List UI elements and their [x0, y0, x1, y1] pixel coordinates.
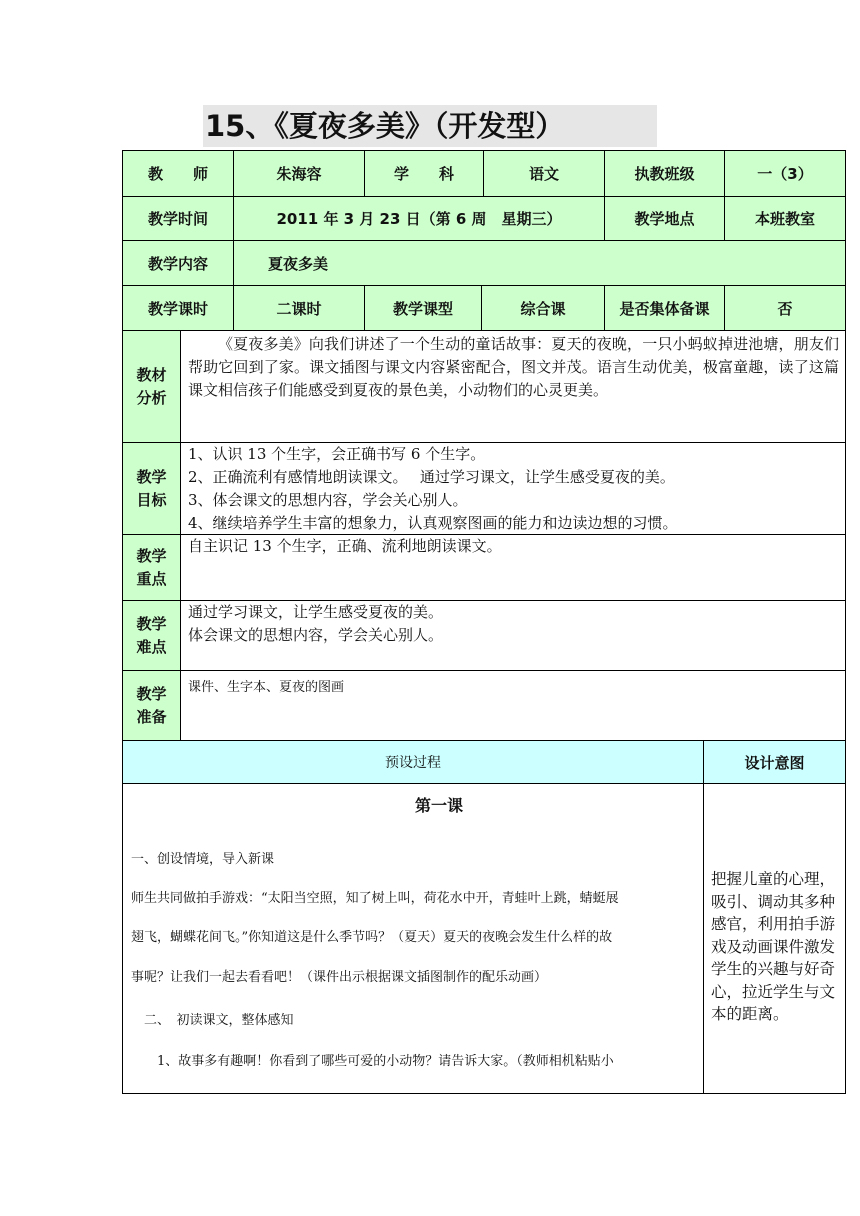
objectives-label-line2: 目标 [136, 490, 167, 509]
preparation-label-line1: 教学 [136, 684, 167, 703]
analysis-label [122, 330, 181, 443]
preparation-label [122, 670, 181, 741]
analysis-label-line2: 分析 [136, 388, 167, 407]
key-points-label-line2: 重点 [136, 569, 167, 588]
difficulty-item: 通过学习课文，让学生感受夏夜的美。 [188, 603, 444, 621]
objectives-label-line1: 教学 [136, 467, 167, 486]
preparation-cell [180, 670, 846, 741]
place-value: 本班教室 [724, 196, 846, 241]
objectives-cell [180, 442, 846, 535]
difficulties-label [122, 600, 181, 671]
analysis-label-line1: 教材 [136, 365, 167, 384]
difficulties-label-line2: 难点 [136, 637, 167, 656]
key-points-label-line1: 教学 [136, 546, 167, 565]
difficulties-label-line1: 教学 [136, 614, 167, 633]
class-value: 一（3） [724, 150, 846, 197]
time-value: 2011 年 3 月 23 日（第 6 周 星期三） [233, 196, 605, 241]
hours-label: 教学课时 [122, 285, 234, 331]
type-value: 综合课 [481, 285, 605, 331]
hours-value: 二课时 [233, 285, 365, 331]
objectives-label [122, 442, 181, 535]
class-label: 执教班级 [604, 150, 725, 197]
objective-item: 4、继续培养学生丰富的想象力，认真观察图画的能力和边读边想的习惯。 [188, 514, 678, 532]
content-label: 教学内容 [122, 240, 234, 286]
objective-item: 3、体会课文的思想内容，学会关心别人。 [188, 491, 468, 509]
subject-label: 学 科 [364, 150, 484, 197]
lesson-line: 一、创设情境，导入新课 [131, 852, 275, 867]
collective-label: 是否集体备课 [604, 285, 725, 331]
intent-header: 设计意图 [703, 740, 846, 784]
type-label: 教学课型 [364, 285, 482, 331]
analysis-text-cell [180, 330, 846, 443]
teacher-label: 教 师 [122, 150, 234, 197]
place-label: 教学地点 [604, 196, 725, 241]
key-points-text: 自主识记 13 个生字，正确、流利地朗读课文。 [188, 537, 502, 555]
difficulty-item: 体会课文的思想内容，学会关心别人。 [188, 626, 444, 644]
collective-value: 否 [724, 285, 846, 331]
document-title: 15、《夏夜多美》（开发型） [203, 105, 657, 147]
lesson-line: 事呢？让我们一起去看看吧！（课件出示根据课文插图制作的配乐动画） [131, 970, 548, 985]
teacher-value: 朱海容 [233, 150, 365, 197]
preparation-text: 课件、生字本、夏夜的图画 [188, 680, 345, 695]
lesson-line: 1、故事多有趣啊！你看到了哪些可爱的小动物？请告诉大家。（教师相机粘贴小 [131, 1054, 614, 1069]
design-intent-text: 把握儿童的心理，吸引、调动其多种感官，利用拍手游戏及动画课件激发学生的兴趣与好奇心，拉近学生与文本的距离。 [711, 870, 836, 1023]
design-intent-cell [703, 783, 846, 1094]
subject-value: 语文 [483, 150, 605, 197]
objective-item: 2、正确流利有感情地朗读课文。 通过学习课文，让学生感受夏夜的美。 [188, 468, 675, 486]
analysis-text: 《夏夜多美》向我们讲述了一个生动的童话故事：夏天的夜晚，一只小蚂蚁掉进池塘，朋友们帮助它回到了家。课文插图与课文内容紧密配合，图文并茂。语言生动优美，极富童趣，读了这篇课文相信孩子们能感受到夏夜的景色美，小动物们的心灵更美。 [188, 335, 839, 399]
process-header: 预设过程 [122, 740, 704, 784]
lesson-line: 翅飞，蝴蝶花间飞。”你知道这是什么季节吗？（夏天）夏天的夜晚会发生什么样的故 [131, 930, 613, 945]
lesson-line: 师生共同做拍手游戏：“太阳当空照，知了树上叫，荷花水中开，青蛙叶上跳，蜻蜓展 [131, 891, 619, 906]
time-label: 教学时间 [122, 196, 234, 241]
preparation-label-line2: 准备 [136, 707, 167, 726]
objective-item: 1、认识 13 个生字，会正确书写 6 个生字。 [188, 445, 486, 463]
content-value: 夏夜多美 [233, 240, 846, 286]
lesson-process-cell [122, 783, 704, 1094]
key-points-label [122, 534, 181, 601]
difficulties-cell [180, 600, 846, 671]
lesson-line: 二、 初读课文，整体感知 [131, 1013, 294, 1028]
key-points-cell [180, 534, 846, 601]
lesson-heading: 第一课 [414, 796, 463, 815]
